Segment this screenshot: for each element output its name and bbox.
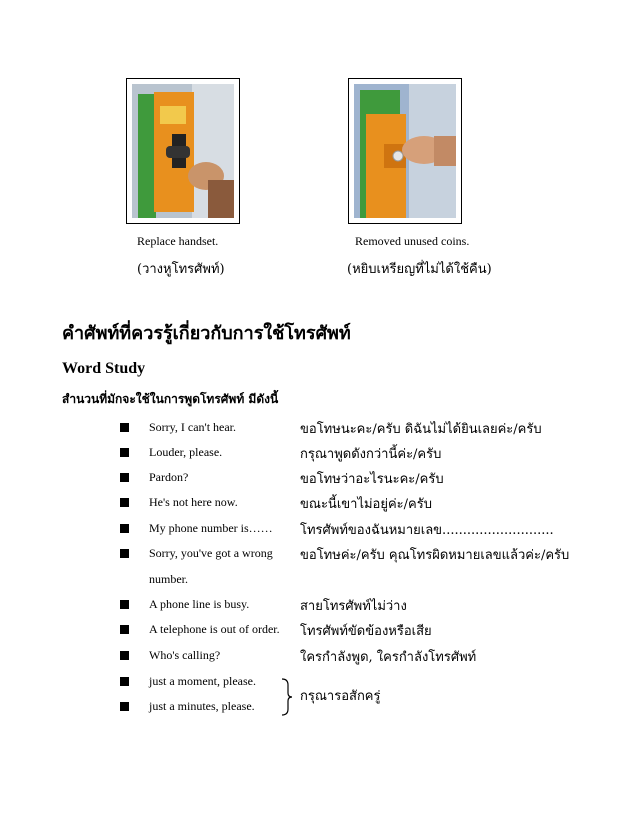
bullet-icon	[120, 498, 129, 507]
heading-thai: คำศัพท์ที่ควรรู้เกี่ยวกับการใช้โทรศัพท์	[62, 323, 351, 344]
phrase-th: ขณะนี้เขาไม่อยู่ค่ะ/ครับ	[300, 497, 432, 512]
phrase-en: Sorry, I can't hear.	[149, 420, 237, 434]
phrase-en: My phone number is……	[149, 521, 273, 535]
phrase-en: Sorry, you've got a wrong	[149, 546, 273, 560]
list-item	[0, 519, 638, 539]
list-item	[0, 443, 638, 463]
bullet-icon	[120, 625, 129, 634]
bullet-icon	[120, 677, 129, 686]
phrase-th: สายโทรศัพท์ไม่ว่าง	[300, 599, 407, 614]
phrase-th: โทรศัพท์ขัดข้องหรือเสีย	[300, 624, 432, 639]
bullet-icon	[120, 473, 129, 482]
phrase-th: ขอโทษนะคะ/ครับ ดิฉันไม่ได้ยินเลยค่ะ/ครับ	[300, 422, 542, 437]
bullet-icon	[120, 702, 129, 711]
heading-word-study: Word Study	[62, 360, 146, 377]
phrase-en-continued: number.	[149, 572, 188, 586]
caption-left-en: Replace handset.	[137, 234, 219, 248]
phrase-th: โทรศัพท์ของฉันหมายเลข...........................	[300, 523, 554, 538]
bullet-icon	[120, 524, 129, 533]
right-brace-icon	[280, 678, 294, 716]
phrase-en: Who's calling?	[149, 648, 221, 662]
list-item	[0, 468, 638, 488]
phrase-en: A telephone is out of order.	[149, 622, 280, 636]
phrase-en: He's not here now.	[149, 495, 238, 509]
list-item	[0, 544, 638, 564]
list-item	[0, 418, 638, 438]
list-item	[0, 493, 638, 513]
list-item	[0, 646, 638, 666]
phrase-th: ใครกำลังพูด, ใครกำลังโทรศัพท์	[300, 650, 477, 665]
phrase-th: กรุณาพูดดังกว่านี้ค่ะ/ครับ	[300, 447, 442, 462]
phrase-en: just a moment, please.	[149, 674, 256, 688]
caption-right-en: Removed unused coins.	[355, 234, 470, 248]
payphone-handset-image	[132, 84, 234, 218]
phrase-en: just a minutes, please.	[149, 699, 255, 713]
bullet-icon	[120, 549, 129, 558]
phrase-en: Louder, please.	[149, 445, 223, 459]
photo-replace-handset	[126, 78, 240, 224]
bullet-icon	[120, 423, 129, 432]
phrase-en: A phone line is busy.	[149, 597, 250, 611]
bullet-icon	[120, 448, 129, 457]
bullet-icon	[120, 600, 129, 609]
caption-left-th: (วางหูโทรศัพท์)	[137, 262, 225, 277]
phrase-th-grouped: กรุณารอสักครู่	[300, 689, 381, 704]
phrase-en: Pardon?	[149, 470, 189, 484]
phrase-th: ขอโทษว่าอะไรนะคะ/ครับ	[300, 472, 444, 487]
bullet-icon	[120, 651, 129, 660]
photo-remove-coins	[348, 78, 462, 224]
phrase-th: ขอโทษค่ะ/ครับ คุณโทรผิดหมายเลขแล้วค่ะ/ครับ	[300, 548, 570, 563]
list-item	[0, 620, 638, 640]
list-item	[0, 595, 638, 615]
payphone-coins-image	[354, 84, 456, 218]
caption-right-th: (หยิบเหรียญที่ไม่ได้ใช้คืน)	[347, 262, 492, 277]
intro-text: สำนวนที่มักจะใช้ในการพูดโทรศัพท์ มีดังนี้	[62, 392, 279, 406]
